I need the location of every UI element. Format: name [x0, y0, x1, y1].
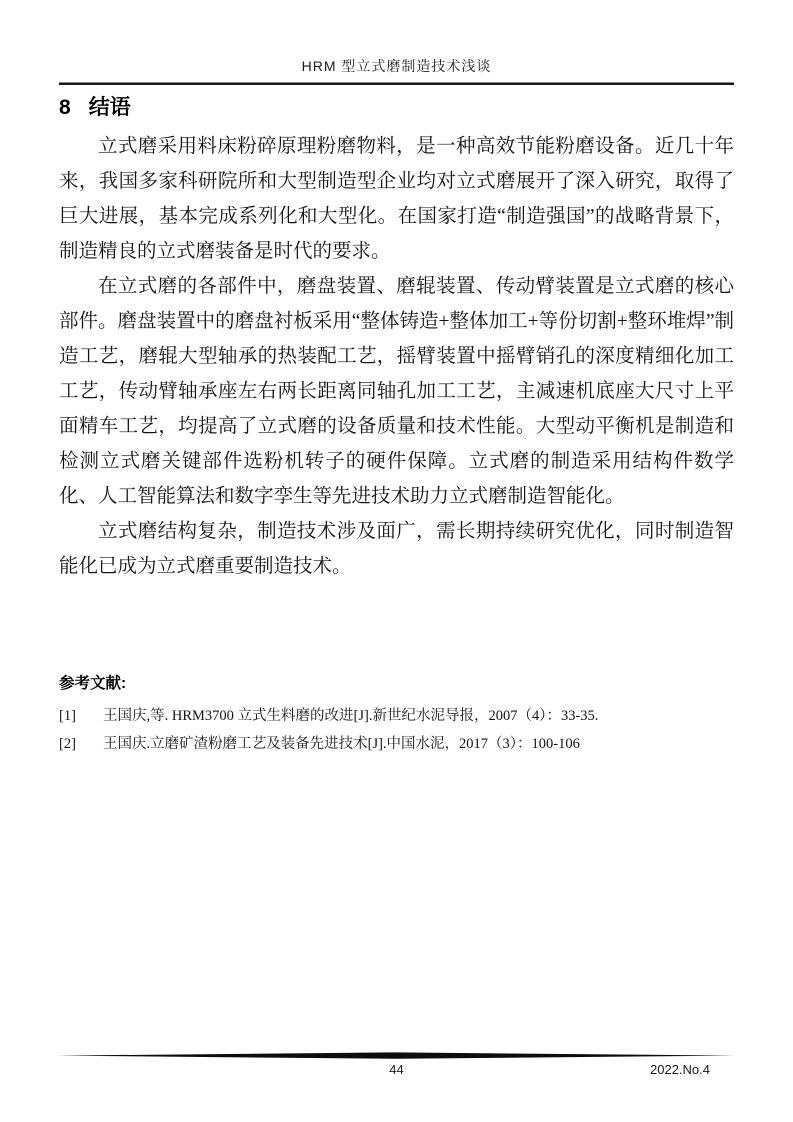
- references-heading: 参考文献:: [59, 675, 127, 692]
- running-header-title: HRM 型立式磨制造技术浅谈: [301, 58, 492, 74]
- page-footer: [57, 1052, 736, 1082]
- body-text: [59, 129, 734, 584]
- header-rule: [59, 82, 734, 85]
- references-section: [59, 672, 734, 758]
- reference-item: [59, 702, 734, 730]
- reference-label: [1]: [59, 708, 76, 724]
- reference-text: 王国庆,等. HRM3700 立式生料磨的改进[J].新世纪水泥导报，2007（4）：33-35.: [103, 708, 599, 724]
- section-heading-number: 8: [59, 96, 71, 119]
- section-heading-title: 结语: [88, 96, 131, 119]
- paragraph: 在立式磨的各部件中，磨盘装置、磨辊装置、传动臂装置是立式磨的核心部件。磨盘装置中的磨盘衬板采用“整体铸造+整体加工+等份切割+整环堆焊”制造工艺，磨辊大型轴承的热装配工艺，摇臂装置中摇臂销孔的深度精细化加工工艺，传动臂轴承座左右两长距离同轴孔加工工艺，主减速机底座大尺寸上平面精车工艺，均提高了立式磨的设备质量和技术性能。大型动平衡机是制造和检测立式磨关键部件选粉机转子的硬件保障。立式磨的制造采用结构件数学化、人工智能算法和数字孪生等先进技术助力立式磨制造智能化。: [59, 276, 734, 507]
- paragraph: 立式磨采用料床粉碎原理粉磨物料，是一种高效节能粉磨设备。近几十年来，我国多家科研院所和大型制造型企业均对立式磨展开了深入研究，取得了巨大进展，基本完成系列化和大型化。在国家打造“制造强国”的战略背景下，制造精良的立式磨装备是时代的要求。: [59, 136, 734, 262]
- reference-label: [2]: [59, 736, 76, 752]
- reference-item: [59, 730, 734, 758]
- footer-issue-label: 2022.No.4: [650, 1062, 710, 1077]
- section-heading: [59, 93, 734, 123]
- reference-text: 王国庆.立磨矿渣粉磨工艺及装备先进技术[J].中国水泥，2017（3）：100-106: [103, 736, 580, 752]
- paragraph: 立式磨结构复杂，制造技术涉及面广，需长期持续研究优化，同时制造智能化已成为立式磨重要制造技术。: [59, 521, 734, 577]
- footer-page-number: 44: [389, 1062, 404, 1077]
- footer-row: [57, 1062, 736, 1082]
- footer-ornament-rule: [57, 1052, 736, 1060]
